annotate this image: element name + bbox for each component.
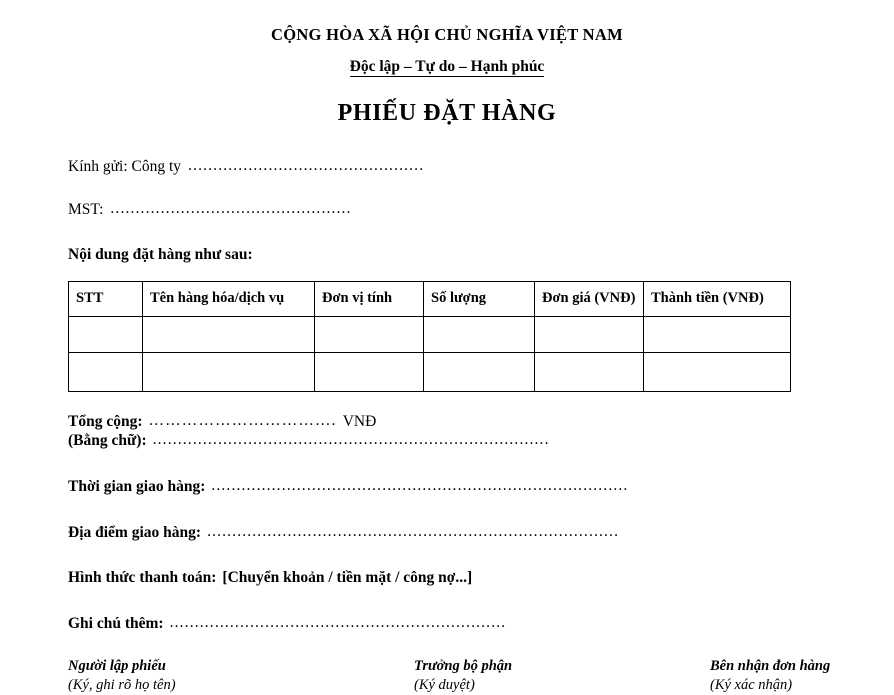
cell-amount[interactable]: [644, 352, 791, 391]
column-header-quantity: Số lượng: [424, 281, 535, 316]
document-header: [0, 0, 894, 127]
column-header-unit-price: Đơn giá (VNĐ): [535, 281, 644, 316]
order-items-table: [68, 281, 791, 392]
field-tax-code: [68, 201, 894, 220]
signature-note: (Ký xác nhận): [710, 677, 793, 694]
field-amount-in-words: [68, 432, 894, 451]
tax-code-label: MST:: [68, 201, 104, 219]
table-row: [69, 352, 791, 391]
extra-note-label: Ghi chú thêm:: [68, 614, 164, 632]
amount-in-words-label: (Bằng chữ):: [68, 432, 147, 450]
signature-note: (Ký, ghi rõ họ tên): [68, 677, 176, 694]
payment-method-value[interactable]: [Chuyển khoản / tiền mặt / công nợ...]: [222, 569, 473, 587]
table-row: [69, 316, 791, 352]
delivery-time-dots[interactable]: ...................................................................................: [211, 476, 629, 494]
amount-in-words-dots[interactable]: ...............................................................................: [152, 431, 550, 449]
column-header-amount: Thành tiền (VNĐ): [644, 281, 791, 316]
cell-amount[interactable]: [644, 316, 791, 352]
delivery-time-label: Thời gian giao hàng:: [68, 477, 206, 495]
signature-column-receiver: [710, 657, 868, 694]
grand-total-currency: VNĐ: [342, 412, 377, 430]
column-header-item-name: Tên hàng hóa/dịch vụ: [143, 281, 315, 316]
column-header-stt: STT: [69, 281, 143, 316]
national-title: CỘNG HÒA XÃ HỘI CHỦ NGHĨA VIỆT NAM: [270, 25, 623, 44]
cell-quantity[interactable]: [424, 316, 535, 352]
cell-item-name[interactable]: [143, 316, 315, 352]
totals-block: [68, 413, 894, 451]
cell-unit-price[interactable]: [535, 316, 644, 352]
cell-stt[interactable]: [69, 352, 143, 391]
cell-unit[interactable]: [315, 316, 424, 352]
cell-item-name[interactable]: [143, 352, 315, 391]
cell-stt[interactable]: [69, 316, 143, 352]
field-extra-note: [68, 615, 894, 634]
delivery-place-label: Địa điểm giao hàng:: [68, 523, 202, 541]
table-header-row: [69, 281, 791, 316]
field-grand-total: [68, 413, 894, 432]
recipient-company-dots[interactable]: ...............................................: [188, 156, 425, 174]
grand-total-dots[interactable]: …………………………….: [148, 411, 337, 429]
form-body: [0, 158, 894, 695]
national-motto-text: Độc lập – Tự do – Hạnh phúc: [349, 58, 545, 76]
signature-column-department-head: [414, 657, 710, 694]
signature-role: Trưởng bộ phận: [414, 658, 513, 675]
cell-unit-price[interactable]: [535, 352, 644, 391]
signature-block: [68, 657, 868, 694]
field-recipient-company: [68, 158, 894, 177]
tax-code-dots[interactable]: ................................................: [110, 200, 352, 218]
signature-column-preparer: [68, 657, 414, 694]
cell-quantity[interactable]: [424, 352, 535, 391]
cell-unit[interactable]: [315, 352, 424, 391]
delivery-place-dots[interactable]: ..................................................................................: [207, 522, 620, 540]
extra-note-dots[interactable]: ...................................................................: [169, 613, 507, 631]
page-title: PHIẾU ĐẶT HÀNG: [337, 100, 557, 127]
field-delivery-place: [68, 524, 894, 543]
grand-total-label: Tổng cộng:: [68, 412, 143, 430]
field-delivery-time: [68, 478, 894, 497]
column-header-unit: Đơn vị tính: [315, 281, 424, 316]
field-payment-method: [68, 569, 894, 588]
signature-role: Người lập phiếu: [68, 658, 166, 675]
signature-role: Bên nhận đơn hàng: [710, 658, 831, 675]
national-motto: [0, 58, 894, 75]
signature-note: (Ký duyệt): [414, 677, 475, 694]
payment-method-label: Hình thức thanh toán:: [68, 569, 217, 587]
recipient-company-label: Kính gửi: Công ty: [68, 157, 182, 175]
content-heading: Nội dung đặt hàng như sau:: [68, 245, 253, 263]
